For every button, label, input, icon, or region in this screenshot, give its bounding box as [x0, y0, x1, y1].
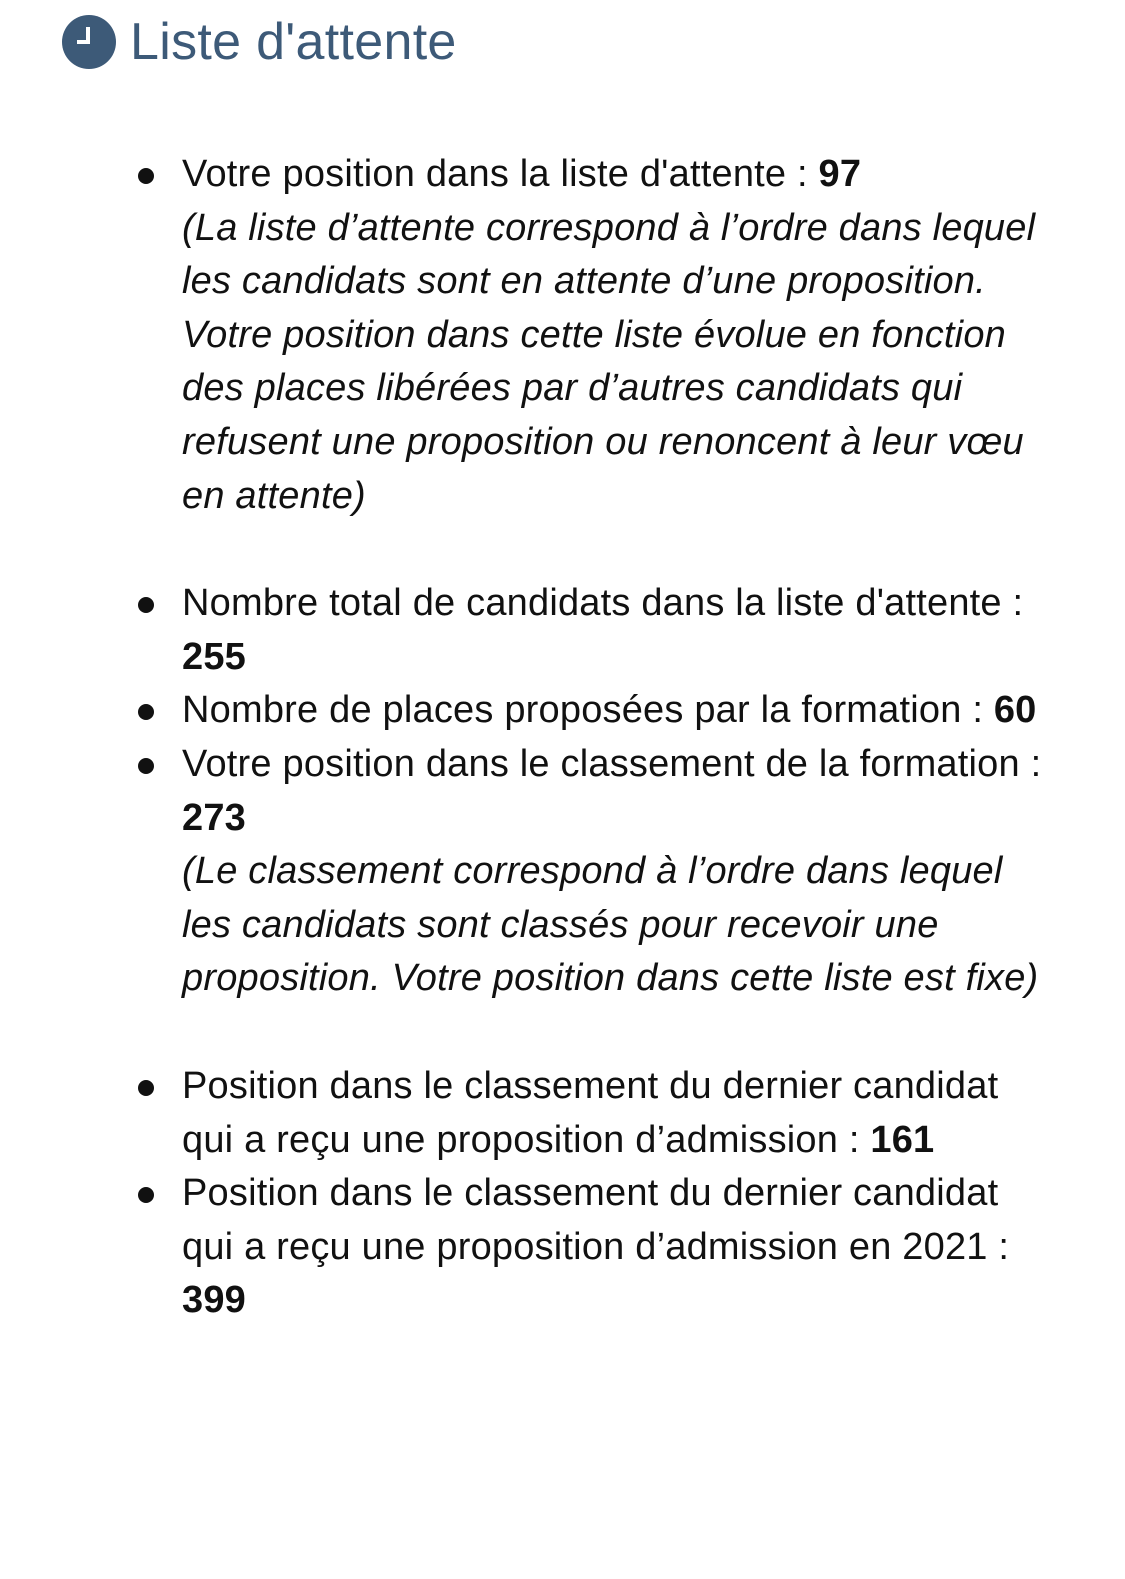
item-note: (Le classement correspond à l’ordre dans lequel les candidats sont classés pour recevoir une proposition. Votre position dans cette liste est fixe)	[182, 850, 1039, 1000]
list-item-ranking-position	[130, 738, 1060, 1006]
section-header	[62, 10, 457, 74]
item-label: Votre position dans la liste d'attente :	[182, 153, 819, 195]
waitlist-info-list	[130, 148, 1060, 1328]
list-item-last-admitted-rank-2021	[130, 1167, 1060, 1328]
list-item-last-admitted-rank	[130, 1060, 1060, 1167]
item-value: 255	[182, 635, 247, 678]
list-item-waitlist-total	[130, 577, 1060, 684]
item-note: (La liste d’attente correspond à l’ordre dans lequel les candidats sont en attente d’une proposition. Votre position dans cette liste évolue en fonction des places libérées par d’autres candidats qui refusent une proposition ou renoncent à leur vœu en attente)	[182, 206, 1036, 517]
item-label: Nombre de places proposées par la formation :	[182, 689, 994, 732]
item-label: Position dans le classement du dernier candidat qui a reçu une proposition d’admission :	[182, 1064, 999, 1161]
item-value: 161	[870, 1118, 935, 1161]
bullet-icon	[138, 758, 154, 774]
bullet-icon	[138, 704, 154, 720]
item-label: Nombre total de candidats dans la liste d'attente :	[182, 582, 1024, 625]
list-item-places-offered	[130, 684, 1060, 738]
section-title: Liste d'attente	[130, 13, 457, 71]
bullet-icon	[138, 1187, 154, 1203]
item-value: 273	[182, 796, 247, 839]
item-label: Votre position dans le classement de la formation :	[182, 742, 1042, 785]
item-value: 60	[993, 689, 1037, 732]
list-item-waitlist-position	[130, 148, 1060, 523]
clock-icon	[62, 15, 116, 69]
item-label: Position dans le classement du dernier candidat qui a reçu une proposition d’admission en 2021 :	[182, 1172, 1010, 1268]
clock-hand-minute	[77, 40, 90, 44]
item-value: 399	[182, 1279, 247, 1322]
bullet-icon	[138, 168, 154, 184]
bullet-icon	[138, 1080, 154, 1096]
bullet-icon	[138, 597, 154, 613]
item-value: 97	[818, 153, 862, 195]
